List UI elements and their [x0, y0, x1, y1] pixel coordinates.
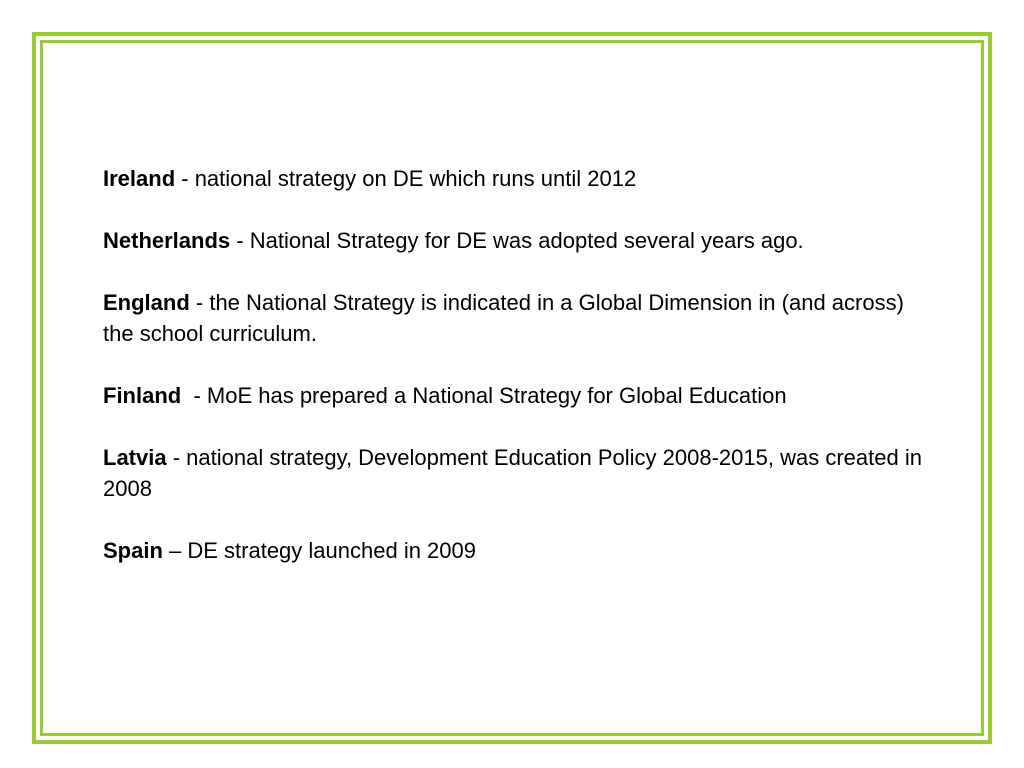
entry-netherlands	[103, 225, 933, 256]
entry-description: - national strategy on DE which runs until 2012	[175, 166, 637, 191]
entry-description: - national strategy, Development Education Policy 2008-2015, was created in 2008	[103, 445, 922, 501]
country-name: Netherlands	[103, 228, 231, 253]
entry-england	[103, 287, 933, 349]
country-name: Latvia	[103, 445, 167, 470]
entry-spain	[103, 535, 933, 566]
country-name: Finland	[103, 383, 182, 408]
country-name: England	[103, 290, 190, 315]
entry-finland	[103, 380, 933, 411]
entry-description: - the National Strategy is indicated in a Global Dimension in (and across) the school curriculum.	[103, 290, 904, 346]
country-name: Spain	[103, 538, 163, 563]
country-name: Ireland	[103, 166, 176, 191]
entry-description: - MoE has prepared a National Strategy for Global Education	[181, 383, 787, 408]
entry-description: - National Strategy for DE was adopted several years ago.	[230, 228, 804, 253]
entry-latvia	[103, 442, 933, 504]
entry-ireland	[103, 163, 933, 194]
slide-content	[103, 163, 933, 597]
entry-description: – DE strategy launched in 2009	[162, 538, 476, 563]
